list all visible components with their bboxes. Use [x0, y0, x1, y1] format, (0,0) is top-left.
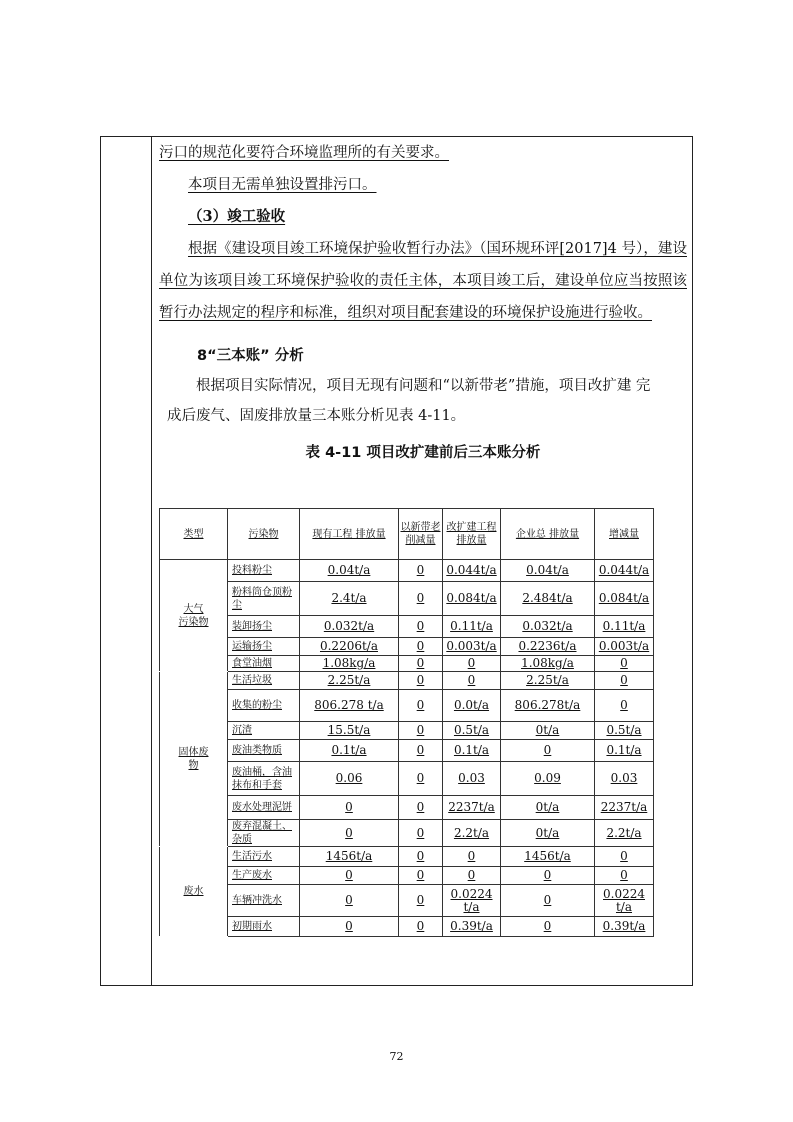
- table-row: [160, 722, 654, 740]
- value-text: 0.003t/a: [598, 639, 650, 653]
- pollutant-label: 生产废水: [232, 870, 272, 881]
- table-row: [160, 656, 654, 672]
- heading-acceptance: （3）竣工验收: [188, 208, 286, 225]
- value-text: 0.5t/a: [606, 723, 642, 737]
- value-cell: [501, 867, 595, 885]
- category-solid: [160, 672, 228, 847]
- value-text: 0: [543, 893, 552, 907]
- value-text: 2.2t/a: [453, 825, 490, 840]
- value-text: 0.39t/a: [602, 919, 646, 933]
- pollutant-label: 粉料筒仓顶粉尘: [232, 586, 292, 611]
- analysis-paragraph: [159, 371, 687, 431]
- value-text: 0: [467, 656, 476, 670]
- table-row: [160, 847, 654, 867]
- value-text: 0: [620, 656, 628, 670]
- value-text: 0: [416, 563, 425, 577]
- content-body: [159, 137, 687, 465]
- pollutant-label: 废水处理泥饼: [232, 802, 292, 813]
- value-cell: [300, 796, 399, 820]
- pollutant-label: 废弃混凝土、杂质: [232, 821, 292, 845]
- pollutant-label: 废油类物质: [232, 745, 282, 756]
- pollutant-label: 废油桶，含油抹布和手套: [232, 766, 292, 791]
- value-text: 0t/a: [535, 800, 560, 814]
- value-cell: [443, 796, 501, 820]
- header-type: 类型: [160, 509, 228, 560]
- value-cell: [300, 616, 399, 638]
- value-cell: [399, 885, 443, 917]
- value-cell: [595, 690, 654, 722]
- value-cell: [399, 616, 443, 638]
- value-cell: [300, 690, 399, 722]
- value-text: 0.06: [335, 771, 363, 785]
- pollutant-name: [228, 885, 300, 917]
- value-cell: [300, 885, 399, 917]
- value-text: 0.04t/a: [327, 563, 371, 577]
- value-text: 0: [416, 825, 425, 840]
- value-cell: [595, 582, 654, 616]
- value-text: 0.2206t/a: [319, 639, 378, 653]
- category-label: 物: [188, 760, 199, 771]
- value-text: 2.484t/a: [522, 591, 573, 605]
- value-text: 0.084t/a: [598, 591, 650, 605]
- value-text: 0.5t/a: [453, 723, 490, 737]
- value-text: 0.032t/a: [522, 619, 573, 633]
- value-text: 0: [543, 868, 552, 882]
- value-text: 0.09: [534, 771, 561, 785]
- category-label: 大气: [183, 603, 204, 615]
- value-text: 0: [467, 673, 476, 687]
- value-text: 0: [620, 849, 628, 863]
- pollutant-name: [228, 582, 300, 616]
- value-text: 0: [620, 673, 628, 687]
- pollutant-label: 初期雨水: [232, 921, 272, 932]
- table-row: [160, 867, 654, 885]
- value-cell: [501, 762, 595, 796]
- table-row: [160, 796, 654, 820]
- pollutant-label: 食堂油烟: [232, 658, 272, 669]
- value-text: 0.044t/a: [598, 563, 650, 577]
- value-cell: [595, 672, 654, 690]
- pollutant-label: 收集的粉尘: [232, 700, 282, 711]
- value-text: 2.25t/a: [327, 673, 371, 687]
- table-row: [160, 638, 654, 656]
- value-text: 0: [345, 919, 353, 933]
- pollutant-name: [228, 722, 300, 740]
- value-text: 0.044t/a: [446, 563, 497, 577]
- value-cell: [443, 582, 501, 616]
- value-text: 0: [416, 849, 425, 863]
- table-row: [160, 616, 654, 638]
- value-cell: [300, 638, 399, 656]
- pollutant-label: 生活污水: [232, 851, 272, 862]
- value-text: 1456t/a: [524, 849, 571, 863]
- value-cell: [501, 722, 595, 740]
- value-cell: [300, 656, 399, 672]
- value-text: 15.5t/a: [327, 723, 371, 737]
- pollutant-label: 投料粉尘: [232, 565, 272, 576]
- pollutant-name: [228, 672, 300, 690]
- value-cell: [443, 560, 501, 582]
- value-cell: [501, 672, 595, 690]
- value-cell: [399, 740, 443, 762]
- value-text: 1456t/a: [325, 849, 373, 863]
- value-text: 0: [416, 800, 425, 814]
- table-row: [160, 690, 654, 722]
- value-cell: [399, 582, 443, 616]
- value-cell: [595, 885, 654, 917]
- pollutant-name: [228, 867, 300, 885]
- value-cell: [501, 616, 595, 638]
- header-reduction: 以新带老削减量: [399, 509, 443, 560]
- pollutant-name: [228, 690, 300, 722]
- value-cell: [399, 560, 443, 582]
- value-cell: [443, 656, 501, 672]
- value-cell: [501, 740, 595, 762]
- value-cell: [300, 867, 399, 885]
- value-cell: [501, 847, 595, 867]
- value-text: 0.0224 t/a: [603, 886, 645, 914]
- value-text: 0.1t/a: [453, 743, 490, 757]
- value-cell: [399, 638, 443, 656]
- value-text: 0: [467, 849, 476, 863]
- value-text: 0: [416, 673, 425, 687]
- value-text: 0: [543, 919, 552, 933]
- pollutant-name: [228, 638, 300, 656]
- value-text: 0.032t/a: [323, 619, 375, 633]
- value-cell: [595, 656, 654, 672]
- header-total: 企业总 排放量: [501, 509, 595, 560]
- value-text: 0: [345, 800, 353, 814]
- value-cell: [443, 762, 501, 796]
- value-cell: [300, 672, 399, 690]
- value-cell: [595, 762, 654, 796]
- sewage-line-1: 污口的规范化要符合环境监理所的有关要求。: [159, 145, 449, 161]
- sewage-line-2: 本项目无需单独设置排污口。: [188, 177, 377, 193]
- value-cell: [399, 867, 443, 885]
- header-change: 增减量: [595, 509, 654, 560]
- three-accounts-table: [159, 508, 654, 937]
- value-cell: [501, 638, 595, 656]
- value-text: 0.04t/a: [526, 563, 569, 577]
- value-cell: [300, 582, 399, 616]
- value-text: 0: [416, 639, 425, 653]
- value-text: 0: [416, 893, 425, 907]
- value-cell: [595, 616, 654, 638]
- value-text: 1.08kg/a: [521, 656, 574, 670]
- pollutant-name: [228, 656, 300, 672]
- value-text: 0: [620, 868, 628, 882]
- value-text: 0: [620, 698, 628, 712]
- value-cell: [300, 847, 399, 867]
- heading-three-accounts: 8“三本账” 分析: [197, 348, 304, 364]
- analysis-line-2: 成后废气、固废排放量三本账分析见表 4-11。: [167, 408, 466, 424]
- table-row: [160, 672, 654, 690]
- value-text: 2.4t/a: [331, 591, 367, 605]
- value-text: 0: [543, 743, 552, 757]
- pollutant-label: 车辆冲洗水: [232, 895, 282, 906]
- pollutant-name: [228, 762, 300, 796]
- value-text: 0.11t/a: [602, 619, 646, 633]
- value-cell: [399, 690, 443, 722]
- table-row: [160, 820, 654, 847]
- value-text: 2237t/a: [448, 800, 495, 814]
- para-acceptance: 根据《建设项目竣工环境保护验收暂行办法》（国环规环评[2017]4 号），建设单位为该项目竣工环境保护验收的责任主体，本项目竣工后，建设单位应当按照该暂行办法规定的程序和标准，组织对项目配套建设的环境保护设施进行验收。: [159, 241, 687, 321]
- value-cell: [399, 656, 443, 672]
- pollutant-name: [228, 740, 300, 762]
- value-cell: [443, 616, 501, 638]
- table-caption: 表 4-11 项目改扩建前后三本账分析: [305, 445, 541, 461]
- header-pollutant: 污染物: [228, 509, 300, 560]
- value-cell: [595, 867, 654, 885]
- value-text: 0.0t/a: [453, 698, 490, 712]
- value-text: 2.2t/a: [606, 825, 642, 840]
- value-cell: [501, 885, 595, 917]
- header-existing: 现有工程 排放量: [300, 509, 399, 560]
- value-text: 0: [416, 743, 425, 757]
- analysis-line-1: 根据项目实际情况，项目无现有问题和“以新带老”措施，项目改扩建 完: [196, 378, 651, 394]
- value-cell: [443, 885, 501, 917]
- value-cell: [443, 917, 501, 937]
- category-label: 废水: [183, 886, 204, 897]
- value-cell: [501, 796, 595, 820]
- value-text: 0.0224 t/a: [450, 886, 493, 914]
- category-label: 固体废: [178, 747, 209, 758]
- value-cell: [300, 740, 399, 762]
- header-expansion: 改扩建工程排放量: [443, 509, 501, 560]
- value-text: 0: [345, 893, 353, 907]
- value-cell: [501, 917, 595, 937]
- value-cell: [443, 690, 501, 722]
- value-cell: [595, 796, 654, 820]
- value-text: 0.03: [610, 771, 638, 785]
- value-cell: [399, 917, 443, 937]
- table-row: [160, 917, 654, 937]
- table-row: [160, 560, 654, 582]
- table-header-row: [160, 509, 654, 560]
- value-cell: [501, 656, 595, 672]
- value-cell: [501, 560, 595, 582]
- value-text: 0: [416, 771, 425, 785]
- value-cell: [300, 722, 399, 740]
- value-text: 0: [416, 868, 425, 882]
- table-row: [160, 885, 654, 917]
- value-text: 0t/a: [535, 825, 560, 840]
- value-text: 0.1t/a: [331, 743, 367, 757]
- value-text: 0: [467, 868, 476, 882]
- value-cell: [399, 722, 443, 740]
- value-cell: [443, 867, 501, 885]
- value-cell: [399, 820, 443, 847]
- value-cell: [443, 638, 501, 656]
- value-text: 0.03: [458, 771, 485, 785]
- value-cell: [443, 722, 501, 740]
- value-cell: [443, 847, 501, 867]
- value-text: 0: [416, 723, 425, 737]
- pollutant-label: 生活垃圾: [232, 675, 272, 686]
- value-cell: [300, 820, 399, 847]
- value-text: 0.2236t/a: [518, 639, 577, 653]
- category-air: [160, 560, 228, 672]
- value-text: 0.084t/a: [446, 591, 497, 605]
- value-text: 0: [416, 619, 425, 633]
- value-cell: [443, 820, 501, 847]
- value-text: 0.1t/a: [606, 743, 642, 757]
- table-row: [160, 740, 654, 762]
- value-cell: [501, 690, 595, 722]
- pollutant-label: 装卸扬尘: [232, 621, 272, 632]
- value-cell: [399, 796, 443, 820]
- value-text: 2.25t/a: [526, 673, 569, 687]
- value-text: 2237t/a: [600, 800, 648, 814]
- value-cell: [399, 672, 443, 690]
- value-text: 0.003t/a: [446, 639, 497, 653]
- value-text: 0.39t/a: [450, 919, 493, 933]
- value-cell: [443, 740, 501, 762]
- value-cell: [595, 740, 654, 762]
- pollutant-label: 沉渣: [232, 725, 252, 736]
- frame-divider: [151, 137, 152, 985]
- value-text: 0: [416, 656, 425, 670]
- value-cell: [595, 638, 654, 656]
- value-cell: [399, 762, 443, 796]
- page-number: 72: [389, 1050, 404, 1063]
- category-water: [160, 847, 228, 937]
- value-cell: [300, 762, 399, 796]
- value-cell: [595, 820, 654, 847]
- table-row: [160, 582, 654, 616]
- pollutant-name: [228, 820, 300, 847]
- value-text: 0: [416, 591, 425, 605]
- category-label: 污染物: [178, 616, 209, 628]
- value-text: 0: [345, 825, 353, 840]
- value-text: 0.11t/a: [450, 619, 493, 633]
- value-cell: [595, 847, 654, 867]
- pollutant-name: [228, 560, 300, 582]
- value-cell: [595, 560, 654, 582]
- value-cell: [399, 847, 443, 867]
- value-text: 0: [345, 868, 353, 882]
- pollutant-name: [228, 616, 300, 638]
- value-cell: [501, 582, 595, 616]
- value-cell: [300, 560, 399, 582]
- value-text: 0t/a: [535, 723, 560, 737]
- value-cell: [300, 917, 399, 937]
- value-cell: [595, 917, 654, 937]
- value-text: 0: [416, 698, 425, 712]
- value-text: 806.278 t/a: [314, 698, 384, 712]
- pollutant-name: [228, 847, 300, 867]
- value-text: 1.08kg/a: [322, 656, 376, 670]
- value-text: 806.278t/a: [514, 698, 581, 712]
- table-row: [160, 762, 654, 796]
- value-cell: [443, 672, 501, 690]
- pollutant-label: 运输扬尘: [232, 641, 272, 652]
- value-text: 0: [416, 919, 425, 933]
- pollutant-name: [228, 796, 300, 820]
- value-cell: [501, 820, 595, 847]
- value-cell: [595, 722, 654, 740]
- pollutant-name: [228, 917, 300, 937]
